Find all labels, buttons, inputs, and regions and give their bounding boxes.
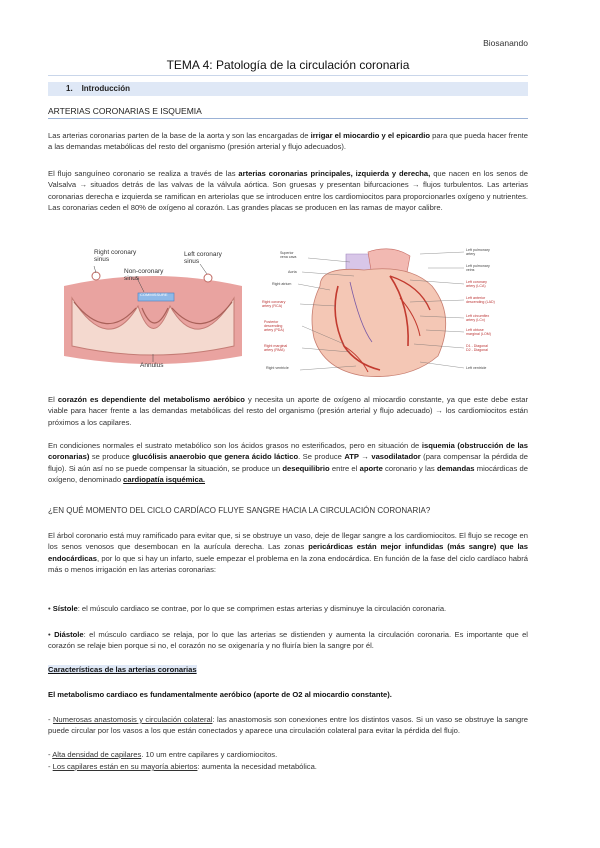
paragraph-5 <box>48 530 528 576</box>
bullet-diastole <box>48 629 528 652</box>
label-lcx: Left circumflex artery (LCx) <box>466 314 490 322</box>
aortic-valve-figure <box>58 246 248 372</box>
label-right-coronary-sinus: Right coronary sinus <box>94 249 137 263</box>
label-rca: Right coronary artery (RCA) <box>262 300 286 308</box>
text-run: : el músculo cardiaco se contrae, por lo que se comprimen estas arterias y disminuye la circulación coronaria. <box>77 604 447 613</box>
list-marker: - <box>48 750 53 759</box>
subheading-arterias: ARTERIAS CORONARIAS E ISQUEMIA <box>48 104 528 119</box>
bold-run: aporte <box>359 463 383 473</box>
bullet-sistole <box>48 603 528 614</box>
list-marker: - <box>48 762 53 771</box>
underlined-run: Los capilares están en su mayoría abiertos <box>52 762 198 771</box>
label-non-coronary-sinus: Non-coronary sinus <box>124 268 164 282</box>
title-bar <box>48 55 528 76</box>
label-superior-vena-cava: Superior vena cava <box>280 251 297 259</box>
bold-run: arterias coronarias principales, izquierda y derecha, <box>238 169 431 178</box>
header-author: Biosanando <box>483 38 528 48</box>
paragraph-3 <box>48 394 528 428</box>
bold-run: corazón es dependiente del metabolismo aeróbico <box>57 395 245 404</box>
question-heading: ¿EN QUÉ MOMENTO DEL CICLO CARDÍACO FLUYE SANGRE HACIA LA CIRCULACIÓN CORONARIA? <box>48 506 431 515</box>
label-lad: Left anterior descending (LAD) <box>466 296 495 304</box>
text-run: coronario y las <box>382 463 437 473</box>
list-item-abiertos <box>48 761 528 772</box>
text-run: El árbol coronario está muy ramificado para evitar que, si se obstruye un vaso, deje de llegar sangre a los cardiomiocitos. El flujo se recoge en los senos venosos que desembocan en la aurícula derecha. Las zonas <box>48 531 528 552</box>
list-item-capilares <box>48 749 528 760</box>
label-lom: Left obtuse marginal (LOM) <box>466 328 491 336</box>
coronary-heart-figure <box>260 246 514 380</box>
label-left-ventricle: Left ventricle <box>466 366 487 370</box>
bold-run: ATP → vasodilatador <box>344 452 421 462</box>
section-number: 1. <box>66 84 73 93</box>
text-run: El <box>48 395 58 404</box>
subheading-caracteristicas-wrap <box>48 664 528 675</box>
label-commissure: COMMISSURE <box>140 292 168 297</box>
list-item-anastomosis <box>48 714 528 737</box>
label-left-pulmonary-artery: Left pulmonary artery <box>466 248 490 256</box>
paragraph-6: El metabolismo cardiaco es fundamentalmente aeróbico (aporte de O2 al miocardio constante). <box>48 690 392 699</box>
section-label: Introducción <box>81 84 131 93</box>
text-run: Las arterias coronarias parten de la base de la aorta y son las encargadas de <box>48 131 311 140</box>
label-right-ventricle: Right ventricle <box>266 366 289 370</box>
subheading-caracteristicas: Características de las arterias coronarias <box>48 665 197 674</box>
label-aorta: Aorta <box>288 270 297 274</box>
text-run: El flujo sanguíneo coronario se realiza a través de las <box>48 169 239 178</box>
bold-underlined-run: cardiopatía isquémica. <box>123 475 206 485</box>
underlined-run: Alta densidad de capilares <box>52 750 142 759</box>
text-run: : aumenta la necesidad metabólica. <box>197 762 317 771</box>
label-left-pulmonary-veins: Left pulmonary veins <box>466 264 490 272</box>
text-run: : las anastomosis son conexiones entre los distintos vasos. Si un vaso se obstruye la sangre puede circular por los vasos a los que están conectados y aparece una circulación colateral para evitar la pérdida del flujo. <box>48 715 528 736</box>
paragraph-4 <box>48 440 528 486</box>
bold-run: desequilibrio <box>282 463 330 473</box>
bold-run: Diástole <box>54 630 84 639</box>
underlined-run: Numerosas anastomosis y circulación colateral <box>52 715 213 724</box>
label-annulus: Annulus <box>140 362 164 369</box>
section-heading-intro <box>48 82 528 96</box>
bold-run: isquemia (obstrucción de las coronarias) <box>48 441 529 462</box>
bold-run: Sístole <box>52 604 78 613</box>
text-run: En condiciones normales el sustrato metabólico son los ácidos grasos no esterificados, pero en situación de <box>48 441 422 450</box>
bold-run: irrigar el miocardio y el epicardio <box>310 131 431 140</box>
paragraph-1 <box>48 130 528 153</box>
bullet-marker: • <box>48 630 55 639</box>
text-run: (para compensar la pérdida de flujo). Si aún así no se puede compensar la situación, se produce un <box>48 452 528 473</box>
label-left-coronary-sinus: Left coronary sinus <box>184 251 222 265</box>
paragraph-2 <box>48 168 528 214</box>
label-diagonals: D1 - Diagonal D2 - Diagonal <box>466 344 488 352</box>
text-run: y necesita un aporte de oxígeno al miocardio constante, ya que este debe estar viable para hacer frente a las demandas metabólicas del resto del organismo (presión arterial y flujo adecuado) → los cardiomiocitos están próximos a los capilares. <box>48 395 528 427</box>
text-run: que nacen en los senos de Valsalva → situados detrás de las valvas de la válvula aórtica. Son gruesas y presentan bifurcaciones → flujos turbulentos. Las arterias coronarias derecha e izquierda se ramifican en arteriolas que se introducen entre los cardiomiocitos para proporcionarles oxígeno y nutrientes. Las coronarias ceden el 80% de oxígeno al corazón. Las grandes placas se producen en las ramas de mayor calibre. <box>48 169 528 213</box>
text-run: : el músculo cardiaco se relaja, por lo que las arterias se distienden y aumenta la circulación coronaria. Es importante que el corazón se relaje bien porque si no, el corazón no se oxigenaría y no fluiría bien la sangre por él. <box>48 630 528 651</box>
label-right-atrium: Right atrium <box>272 282 292 286</box>
bold-run: glucólisis anaerobio que genera ácido láctico <box>132 452 299 462</box>
label-rma: Right marginal artery (RMA) <box>264 344 288 352</box>
page-title: TEMA 4: Patología de la circulación coronaria <box>166 58 410 72</box>
text-run: se produce <box>89 452 133 462</box>
label-pda: Posterior descending artery (PDA) <box>264 320 284 332</box>
text-run: . 10 um entre capilares y cardiomiocitos. <box>141 750 278 759</box>
text-run: , por lo que si hay un infarto, suele empezar el problema en la zona endocárdica. En función de la fase del ciclo cardíaco habrá más o menos irrigación en las arterias coronarias: <box>48 553 528 575</box>
bold-run: pericárdicas están mejor infundidas (más sangre) que las endocárdicas <box>48 542 528 563</box>
text-run: miocárdicas de oxígeno, denominado <box>48 463 528 485</box>
text-run: entre el <box>329 463 360 473</box>
list-marker: - <box>48 715 53 724</box>
bullet-marker: • <box>48 604 53 613</box>
text-run: . Se produce <box>298 452 345 462</box>
label-lca: Left coronary artery (LCA) <box>466 280 487 288</box>
text-run: para que pueda hacer frente a las demandas metabólicas del resto del organismo (presión arterial y flujo adecuados). <box>48 131 529 152</box>
bold-run: demandas <box>436 463 475 473</box>
